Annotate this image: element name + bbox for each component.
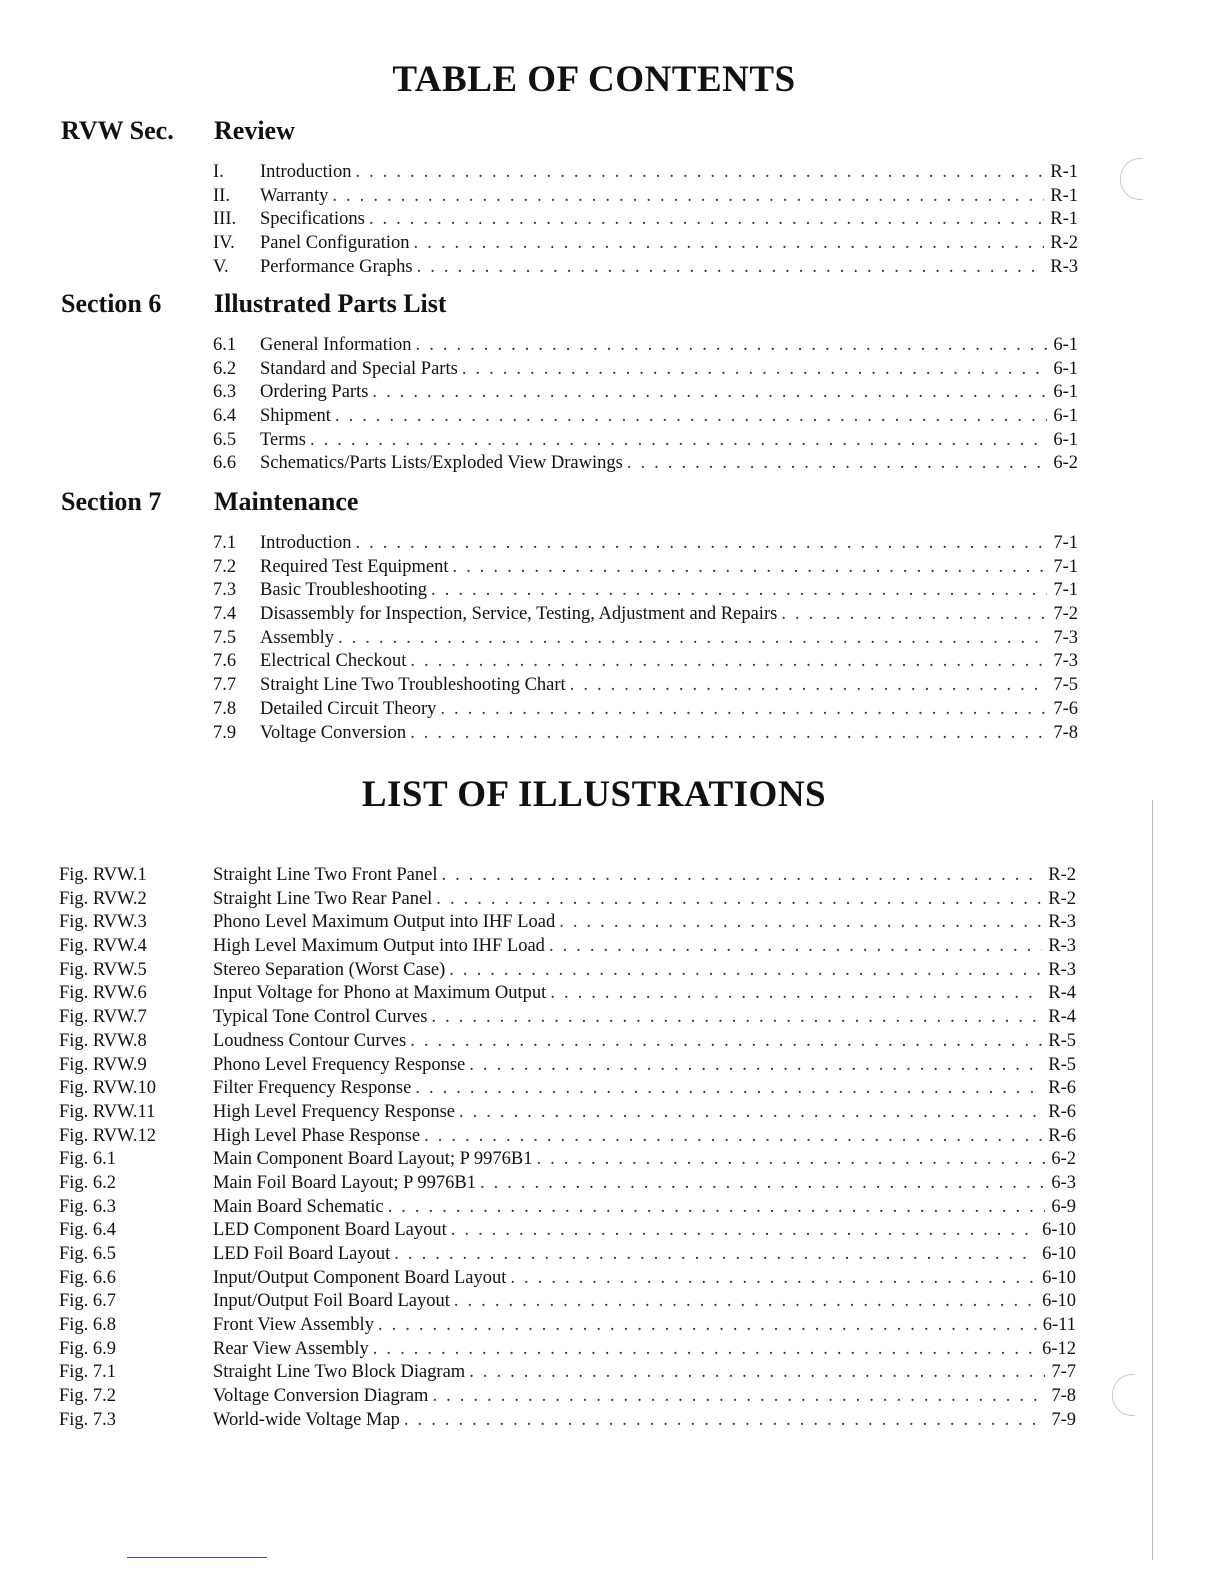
figure-number: Fig. 6.9 xyxy=(59,1338,117,1359)
toc-entry xyxy=(213,161,1078,185)
figure-page: R-4 xyxy=(1048,983,1076,1004)
entry-number: III. xyxy=(213,209,237,230)
binder-hole-decoration xyxy=(1120,158,1143,200)
figure-entry xyxy=(59,1006,1076,1030)
dot-leader xyxy=(410,722,1047,746)
entry-page: R-2 xyxy=(1050,233,1078,254)
dot-leader xyxy=(536,1148,1045,1172)
dot-leader xyxy=(627,452,1047,476)
figure-entry xyxy=(59,1148,1076,1172)
figure-number: Fig. 6.2 xyxy=(59,1172,117,1193)
figure-title: Input Voltage for Phono at Maximum Output xyxy=(213,983,547,1004)
entry-title: Specifications xyxy=(260,209,365,230)
dot-leader xyxy=(355,161,1044,185)
entry-title: Terms xyxy=(260,429,306,450)
entry-title: Disassembly for Inspection, Service, Testing, Adjustment and Repairs xyxy=(260,604,778,625)
figure-title: World-wide Voltage Map xyxy=(213,1409,400,1430)
figure-entry xyxy=(59,1030,1076,1054)
toc-entry xyxy=(213,358,1078,382)
figure-number: Fig. RVW.2 xyxy=(59,888,147,909)
section-label-rvw: RVW Sec. xyxy=(61,116,174,145)
figure-title: High Level Maximum Output into IHF Load xyxy=(213,936,545,957)
figure-page: R-6 xyxy=(1048,1125,1076,1146)
figure-entry xyxy=(59,1243,1076,1267)
dot-leader xyxy=(417,256,1045,280)
entry-number: I. xyxy=(213,162,224,182)
section-title-parts-list: Illustrated Parts List xyxy=(214,289,447,318)
entry-number: 7.4 xyxy=(213,604,237,625)
entry-number: 7.9 xyxy=(213,722,237,743)
entry-title: Introduction xyxy=(260,162,352,182)
entry-page: R-1 xyxy=(1050,209,1078,230)
entry-page: 6-1 xyxy=(1053,429,1078,450)
toc-entry xyxy=(213,722,1078,746)
toc-title: TABLE OF CONTENTS xyxy=(392,59,796,100)
figure-entry xyxy=(59,959,1076,983)
figure-number: Fig. RVW.4 xyxy=(59,936,147,957)
figure-title: Straight Line Two Rear Panel xyxy=(213,888,433,909)
entry-number: IV. xyxy=(213,233,235,254)
footer-rule xyxy=(127,1557,267,1558)
figure-title: Main Foil Board Layout; P 9976B1 xyxy=(213,1172,476,1193)
entry-page: R-1 xyxy=(1050,162,1078,182)
dot-leader xyxy=(469,1361,1045,1385)
entry-number: 7.3 xyxy=(213,580,237,601)
figure-page: 6-10 xyxy=(1042,1291,1076,1312)
figure-number: Fig. 6.5 xyxy=(59,1244,117,1264)
dot-leader xyxy=(436,888,1042,912)
dot-leader xyxy=(415,1077,1042,1101)
figure-page: R-6 xyxy=(1048,1101,1076,1122)
entry-number: 6.5 xyxy=(213,429,237,450)
entry-title: General Information xyxy=(260,335,412,355)
figure-entry xyxy=(59,1219,1076,1243)
entry-title: Detailed Circuit Theory xyxy=(260,698,437,719)
figure-title: Filter Frequency Response xyxy=(213,1078,412,1099)
entry-title: Electrical Checkout xyxy=(260,651,407,672)
dot-leader xyxy=(550,982,1042,1006)
toc-list-review xyxy=(213,161,1078,279)
dot-leader xyxy=(452,556,1047,580)
entry-title: Shipment xyxy=(260,406,331,427)
toc-entry xyxy=(213,556,1078,580)
dot-leader xyxy=(432,1385,1045,1409)
figure-title: Input/Output Component Board Layout xyxy=(213,1267,507,1288)
figure-number: Fig. RVW.5 xyxy=(59,959,147,980)
loi-title: LIST OF ILLUSTRATIONS xyxy=(361,774,827,815)
figure-title: Straight Line Two Block Diagram xyxy=(213,1362,466,1383)
dot-leader xyxy=(451,1219,1036,1243)
figure-page: 6-11 xyxy=(1042,1315,1076,1336)
dot-leader xyxy=(449,959,1042,983)
entry-number: V. xyxy=(213,256,229,277)
entry-title: Standard and Special Parts xyxy=(260,358,458,379)
dot-leader xyxy=(414,232,1045,256)
figure-title: Straight Line Two Front Panel xyxy=(213,865,438,885)
entry-number: 6.2 xyxy=(213,358,237,379)
figure-title: LED Component Board Layout xyxy=(213,1220,447,1241)
entry-title: Ordering Parts xyxy=(260,382,369,403)
figure-number: Fig. RVW.9 xyxy=(59,1054,147,1075)
entry-title: Basic Troubleshooting xyxy=(260,580,428,601)
entry-page: R-3 xyxy=(1050,256,1078,277)
figure-page: R-2 xyxy=(1048,865,1076,885)
figure-number: Fig. 6.6 xyxy=(59,1267,117,1288)
entry-title: Assembly xyxy=(260,627,334,648)
toc-entry xyxy=(213,627,1078,651)
figure-entry xyxy=(59,1172,1076,1196)
entry-title: Schematics/Parts Lists/Exploded View Drawings xyxy=(260,453,623,474)
figure-title: Rear View Assembly xyxy=(213,1338,369,1359)
entry-number: 7.6 xyxy=(213,651,237,672)
dot-leader xyxy=(559,911,1042,935)
entry-page: 7-2 xyxy=(1053,604,1078,625)
dot-leader xyxy=(440,698,1047,722)
dot-leader xyxy=(416,334,1048,358)
figure-entry xyxy=(59,1196,1076,1220)
figure-page: 7-7 xyxy=(1051,1362,1076,1383)
entry-number: 7.2 xyxy=(213,556,237,577)
dot-leader xyxy=(462,358,1048,382)
toc-entry xyxy=(213,532,1078,556)
entry-number: 6.3 xyxy=(213,382,237,403)
section-label-7: Section 7 xyxy=(61,487,162,516)
figure-number: Fig. 6.1 xyxy=(59,1149,117,1170)
figure-number: Fig. RVW.10 xyxy=(59,1078,157,1099)
section-label-6: Section 6 xyxy=(61,289,162,318)
entry-title: Introduction xyxy=(260,533,352,553)
figure-entry xyxy=(59,1338,1076,1362)
section-title-maintenance: Maintenance xyxy=(214,487,359,516)
dot-leader xyxy=(781,603,1047,627)
toc-entry xyxy=(213,208,1078,232)
figure-entry xyxy=(59,1314,1076,1338)
figure-number: Fig. 6.7 xyxy=(59,1291,117,1312)
dot-leader xyxy=(373,1338,1036,1362)
figure-title: Phono Level Frequency Response xyxy=(213,1054,466,1075)
entry-page: 7-5 xyxy=(1053,675,1078,696)
figure-number: Fig. 6.4 xyxy=(59,1220,117,1241)
dot-leader xyxy=(480,1172,1045,1196)
figure-page: 7-9 xyxy=(1051,1409,1076,1430)
figure-number: Fig. 7.3 xyxy=(59,1409,117,1430)
figure-entry xyxy=(59,1361,1076,1385)
figure-entry xyxy=(59,1267,1076,1291)
figure-number: Fig. 7.2 xyxy=(59,1386,117,1407)
dot-leader xyxy=(369,208,1044,232)
figure-page: 6-3 xyxy=(1051,1172,1076,1193)
section-title-review: Review xyxy=(214,116,295,145)
figure-title: High Level Frequency Response xyxy=(213,1101,455,1122)
figure-entry xyxy=(59,935,1076,959)
figure-entry xyxy=(59,1054,1076,1078)
figure-entry xyxy=(59,982,1076,1006)
entry-title: Required Test Equipment xyxy=(260,556,449,577)
entry-number: 7.8 xyxy=(213,698,237,719)
figure-number: Fig. RVW.8 xyxy=(59,1030,147,1051)
figure-number: Fig. RVW.7 xyxy=(59,1007,147,1028)
figure-page: R-5 xyxy=(1048,1030,1076,1051)
dot-leader xyxy=(424,1125,1042,1149)
figure-entry xyxy=(59,888,1076,912)
figure-title: Typical Tone Control Curves xyxy=(213,1007,428,1028)
figure-page: 6-9 xyxy=(1051,1196,1076,1217)
dot-leader xyxy=(388,1196,1046,1220)
toc-list-maintenance xyxy=(213,532,1078,745)
entry-title: Straight Line Two Troubleshooting Chart xyxy=(260,675,566,696)
toc-entry xyxy=(213,405,1078,429)
entry-page: 7-1 xyxy=(1053,533,1078,553)
figure-page: 6-12 xyxy=(1042,1338,1076,1359)
figure-page: R-3 xyxy=(1048,912,1076,933)
figure-page: R-2 xyxy=(1048,888,1076,909)
entry-page: 7-1 xyxy=(1053,556,1078,577)
figure-title: Main Component Board Layout; P 9976B1 xyxy=(213,1149,533,1170)
figure-title: Loudness Contour Curves xyxy=(213,1030,407,1051)
entry-title: Warranty xyxy=(260,185,329,206)
dot-leader xyxy=(469,1054,1042,1078)
figure-number: Fig. RVW.6 xyxy=(59,983,147,1004)
dot-leader xyxy=(431,1006,1042,1030)
figure-number: Fig. RVW.3 xyxy=(59,912,147,933)
figure-title: Phono Level Maximum Output into IHF Load xyxy=(213,912,556,933)
entry-page: 7-1 xyxy=(1053,580,1078,601)
figure-page: R-6 xyxy=(1048,1078,1076,1099)
figure-page: R-4 xyxy=(1048,1007,1076,1028)
figure-entry xyxy=(59,1409,1076,1433)
figure-number: Fig. RVW.1 xyxy=(59,865,147,885)
dot-leader xyxy=(410,1030,1042,1054)
figure-title: Voltage Conversion Diagram xyxy=(213,1386,429,1407)
dot-leader xyxy=(310,429,1047,453)
figure-number: Fig. 6.3 xyxy=(59,1196,117,1217)
figure-entry xyxy=(59,1290,1076,1314)
entry-page: 7-3 xyxy=(1053,627,1078,648)
dot-leader xyxy=(404,1409,1045,1433)
figure-entry xyxy=(59,1101,1076,1125)
figure-title: Input/Output Foil Board Layout xyxy=(213,1291,450,1312)
figure-title: Front View Assembly xyxy=(213,1315,374,1336)
dot-leader xyxy=(454,1290,1036,1314)
figure-title: Stereo Separation (Worst Case) xyxy=(213,959,446,980)
entry-number: II. xyxy=(213,185,230,206)
entry-page: 7-6 xyxy=(1053,698,1078,719)
entry-page: R-1 xyxy=(1050,185,1078,206)
figure-page: R-3 xyxy=(1048,936,1076,957)
entry-page: 6-1 xyxy=(1053,358,1078,379)
toc-entry xyxy=(213,650,1078,674)
entry-number: 6.6 xyxy=(213,453,237,474)
figure-page: 6-10 xyxy=(1042,1220,1076,1241)
figure-entry xyxy=(59,1125,1076,1149)
dot-leader xyxy=(570,674,1048,698)
toc-list-parts xyxy=(213,334,1078,476)
figure-page: 6-2 xyxy=(1051,1149,1076,1170)
dot-leader xyxy=(378,1314,1037,1338)
toc-entry xyxy=(213,381,1078,405)
toc-entry xyxy=(213,698,1078,722)
entry-page: 6-2 xyxy=(1053,453,1078,474)
dot-leader xyxy=(332,185,1044,209)
toc-entry xyxy=(213,232,1078,256)
entry-number: 6.1 xyxy=(213,335,237,355)
entry-number: 7.5 xyxy=(213,627,237,648)
toc-entry xyxy=(213,579,1078,603)
binder-hole-decoration xyxy=(1112,1374,1135,1416)
illustrations-list xyxy=(59,864,1076,1433)
entry-page: 6-1 xyxy=(1053,406,1078,427)
figure-entry xyxy=(59,911,1076,935)
dot-leader xyxy=(335,405,1047,429)
toc-entry xyxy=(213,452,1078,476)
entry-title: Panel Configuration xyxy=(260,233,410,254)
entry-number: 7.1 xyxy=(213,533,237,553)
dot-leader xyxy=(459,1101,1042,1125)
figure-number: Fig. RVW.11 xyxy=(59,1101,156,1122)
figure-title: LED Foil Board Layout xyxy=(213,1244,391,1264)
figure-entry xyxy=(59,864,1076,888)
toc-entry xyxy=(213,674,1078,698)
figure-page: 6-10 xyxy=(1042,1244,1076,1264)
dot-leader xyxy=(394,1243,1036,1267)
figure-page: 7-8 xyxy=(1051,1386,1076,1407)
dot-leader xyxy=(338,627,1047,651)
figure-number: Fig. RVW.12 xyxy=(59,1125,157,1146)
toc-entry xyxy=(213,256,1078,280)
toc-entry xyxy=(213,603,1078,627)
figure-page: R-3 xyxy=(1048,959,1076,980)
toc-entry xyxy=(213,429,1078,453)
dot-leader xyxy=(441,864,1042,888)
figure-entry xyxy=(59,1385,1076,1409)
figure-entry xyxy=(59,1077,1076,1101)
figure-title: Main Board Schematic xyxy=(213,1196,384,1217)
toc-entry xyxy=(213,185,1078,209)
page-edge-decoration xyxy=(1152,800,1153,1560)
dot-leader xyxy=(372,381,1047,405)
dot-leader xyxy=(510,1267,1036,1291)
entry-page: 6-1 xyxy=(1053,382,1078,403)
entry-page: 7-8 xyxy=(1053,722,1078,743)
figure-page: R-5 xyxy=(1048,1054,1076,1075)
entry-title: Performance Graphs xyxy=(260,256,413,277)
toc-entry xyxy=(213,334,1078,358)
dot-leader xyxy=(410,650,1047,674)
entry-title: Voltage Conversion xyxy=(260,722,407,743)
figure-number: Fig. 7.1 xyxy=(59,1362,117,1383)
dot-leader xyxy=(549,935,1042,959)
entry-page: 6-1 xyxy=(1053,335,1078,355)
entry-number: 7.7 xyxy=(213,675,237,696)
figure-title: High Level Phase Response xyxy=(213,1125,421,1146)
dot-leader xyxy=(431,579,1047,603)
entry-number: 6.4 xyxy=(213,406,237,427)
figure-number: Fig. 6.8 xyxy=(59,1315,117,1336)
dot-leader xyxy=(355,532,1047,556)
figure-page: 6-10 xyxy=(1042,1267,1076,1288)
entry-page: 7-3 xyxy=(1053,651,1078,672)
